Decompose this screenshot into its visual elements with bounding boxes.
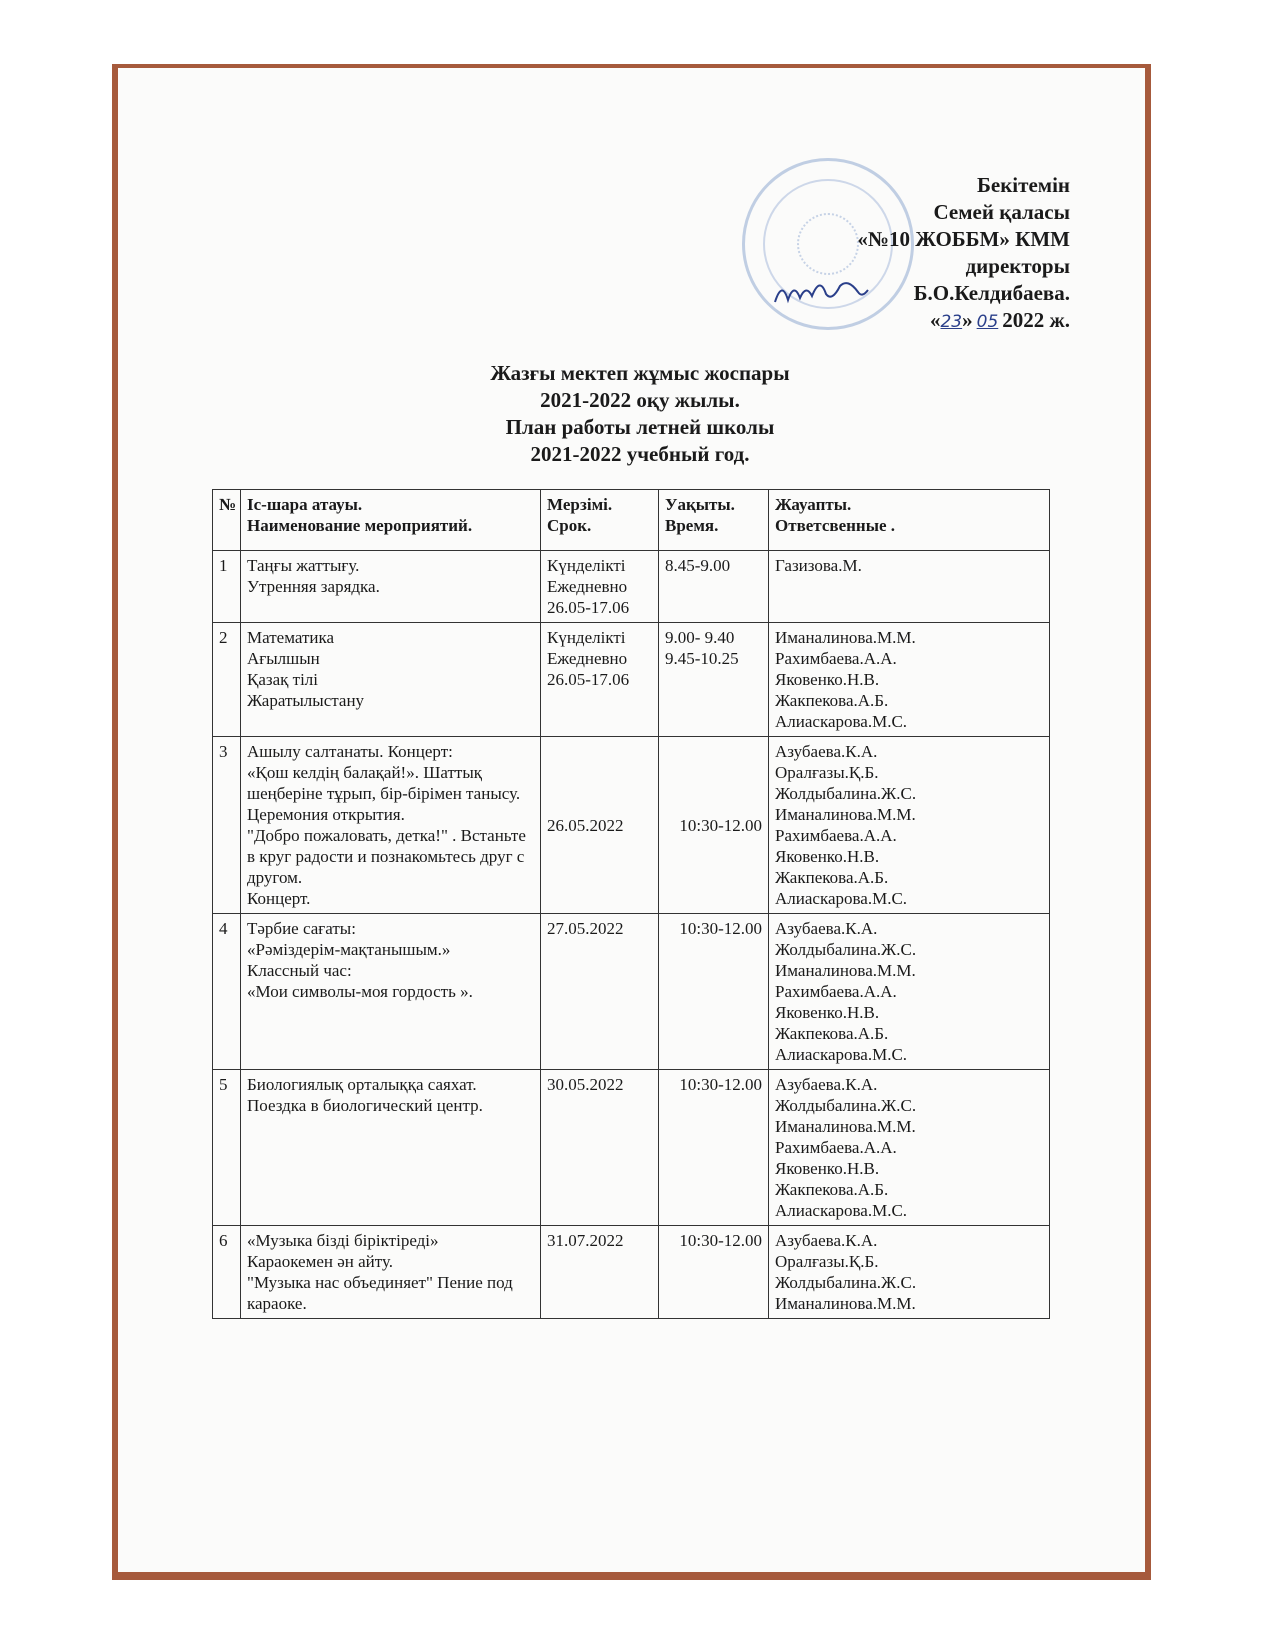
row-event: Тәрбие сағаты: «Рәміздерім-мақтанышым.» Классный час: «Мои символы-моя гордость ». (241, 914, 541, 1070)
row-number: 4 (213, 914, 241, 1070)
row-number: 1 (213, 551, 241, 623)
row-number: 2 (213, 623, 241, 737)
document-title (300, 360, 980, 468)
approval-date-day: 23 (940, 312, 963, 332)
header-time: Уақыты. Время. (659, 490, 769, 551)
title-line-1: Жазғы мектеп жұмыс жоспары (490, 361, 790, 385)
row-number: 5 (213, 1070, 241, 1226)
title-line-4: 2021-2022 учебный год. (530, 442, 750, 466)
row-event: Математика Ағылшын Қазақ тілі Жаратылыстану (241, 623, 541, 737)
row-event: Ашылу салтанаты. Концерт: «Қош келдің балақай!». Шаттық шеңберіне тұрып, бір-бірімен танысу. Церемония открытия. "Добро пожаловать, детка!" . Встаньте в круг радости и познакомьтесь друг с другом. Концерт. (241, 737, 541, 914)
row-term: 27.05.2022 (541, 914, 659, 1070)
row-term: Күнделікті Ежедневно 26.05-17.06 (541, 623, 659, 737)
row-responsible: Азубаева.К.А. Жолдыбалина.Ж.С. Иманалинова.М.М. Рахимбаева.А.А. Яковенко.Н.В. Жакпекова.А.Б. Алиаскарова.М.С. (769, 1070, 1050, 1226)
approval-date: «23» 05 2022 ж. (929, 308, 1070, 332)
row-responsible: Иманалинова.М.М. Рахимбаева.А.А. Яковенко.Н.В. Жакпекова.А.Б. Алиаскарова.М.С. (769, 623, 1050, 737)
header-responsible: Жауапты. Ответсвенные . (769, 490, 1050, 551)
row-time: 10:30-12.00 (659, 1070, 769, 1226)
row-time: 10:30-12.00 (659, 914, 769, 1070)
approval-block (710, 172, 1070, 336)
row-term: Күнделікті Ежедневно 26.05-17.06 (541, 551, 659, 623)
table-row (213, 1226, 1050, 1319)
approval-line-3: «№10 ЖОББМ» КММ (857, 227, 1070, 251)
row-event: «Музыка бізді біріктіреді» Караокемен ән айту. "Музыка нас объединяет" Пение под караоке. (241, 1226, 541, 1319)
header-term: Мерзімі. Срок. (541, 490, 659, 551)
header-number: № (213, 490, 241, 551)
table-header-row (213, 490, 1050, 551)
activity-plan-table (212, 489, 1050, 1319)
table-row (213, 1070, 1050, 1226)
row-time: 8.45-9.00 (659, 551, 769, 623)
approval-director-name: Б.О.Келдибаева. (913, 281, 1070, 305)
table-row (213, 623, 1050, 737)
row-responsible: Азубаева.К.А. Оралғазы.Қ.Б. Жолдыбалина.Ж.С. Иманалинова.М.М. (769, 1226, 1050, 1319)
row-term: 26.05.2022 (541, 737, 659, 914)
header-event: Іс-шара атауы. Наименование мероприятий. (241, 490, 541, 551)
row-event: Таңғы жаттығу. Утренняя зарядка. (241, 551, 541, 623)
table-row (213, 914, 1050, 1070)
row-time: 10:30-12.00 (659, 1226, 769, 1319)
approval-date-month: 05 (976, 312, 999, 332)
approval-line-4: директоры (965, 254, 1070, 278)
row-number: 3 (213, 737, 241, 914)
row-time: 10:30-12.00 (659, 737, 769, 914)
row-term: 30.05.2022 (541, 1070, 659, 1226)
director-signature (770, 272, 870, 312)
approval-line-1: Бекітемін (976, 173, 1070, 197)
row-responsible: Азубаева.К.А. Оралғазы.Қ.Б. Жолдыбалина.Ж.С. Иманалинова.М.М. Рахимбаева.А.А. Яковенко.Н.В. Жакпекова.А.Б. Алиаскарова.М.С. (769, 737, 1050, 914)
row-event: Биологиялық орталыққа саяхат. Поездка в биологический центр. (241, 1070, 541, 1226)
table-row (213, 737, 1050, 914)
title-line-2: 2021-2022 оқу жылы. (540, 388, 740, 412)
row-number: 6 (213, 1226, 241, 1319)
row-term: 31.07.2022 (541, 1226, 659, 1319)
table-row (213, 551, 1050, 623)
row-responsible: Азубаева.К.А. Жолдыбалина.Ж.С. Иманалинова.М.М. Рахимбаева.А.А. Яковенко.Н.В. Жакпекова.А.Б. Алиаскарова.М.С. (769, 914, 1050, 1070)
approval-line-2: Семей қаласы (933, 200, 1070, 224)
title-line-3: План работы летней школы (505, 415, 775, 439)
row-responsible: Газизова.М. (769, 551, 1050, 623)
row-time: 9.00- 9.40 9.45-10.25 (659, 623, 769, 737)
